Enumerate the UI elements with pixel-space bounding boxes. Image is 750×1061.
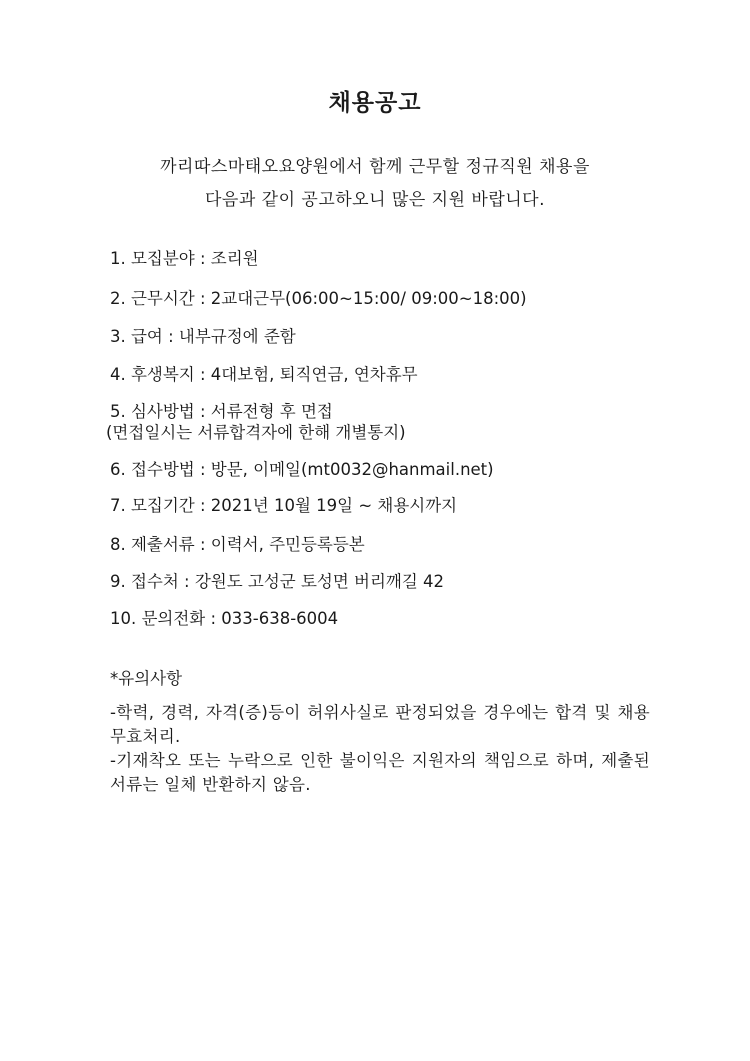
- intro-line-2: 다음과 같이 공고하오니 많은 지원 바랍니다.: [204, 190, 546, 210]
- page-title: 채용공고: [328, 90, 422, 116]
- item-documents: 8. 제출서류 : 이력서, 주민등록등본: [110, 535, 365, 554]
- item-application-method: 6. 접수방법 : 방문, 이메일(mt0032@hanmail.net): [110, 460, 494, 479]
- note-omission: -기재착오 또는 누락으로 인한 불이익은 지원자의 책임으로 하며, 제출된 서류는 일체 반환하지 않음.: [110, 751, 650, 794]
- item-screening-note: (면접일시는 서류합격자에 한해 개별통지): [106, 423, 406, 442]
- intro-line-1: 까리따스마태오요양원에서 함께 근무할 정규직원 채용을: [160, 157, 590, 177]
- item-recruit-period: 7. 모집기간 : 2021년 10월 19일 ~ 채용시까지: [110, 496, 458, 515]
- item-benefits: 4. 후생복지 : 4대보험, 퇴직연금, 연차휴무: [110, 365, 418, 384]
- item-salary: 3. 급여 : 내부규정에 준함: [110, 327, 296, 346]
- item-recruit-field: 1. 모집분야 : 조리원: [110, 249, 259, 268]
- item-screening: 5. 심사방법 : 서류전형 후 면접: [110, 402, 333, 421]
- notes-heading: *유의사항: [110, 669, 183, 688]
- note-falsification: -학력, 경력, 자격(증)등이 허위사실로 판정되었을 경우에는 합격 및 채용 무효처리.: [110, 703, 650, 746]
- item-phone: 10. 문의전화 : 033-638-6004: [110, 609, 339, 628]
- item-work-hours: 2. 근무시간 : 2교대근무(06:00~15:00/ 09:00~18:00): [110, 289, 527, 308]
- item-address: 9. 접수처 : 강원도 고성군 토성면 버리깨길 42: [110, 572, 445, 591]
